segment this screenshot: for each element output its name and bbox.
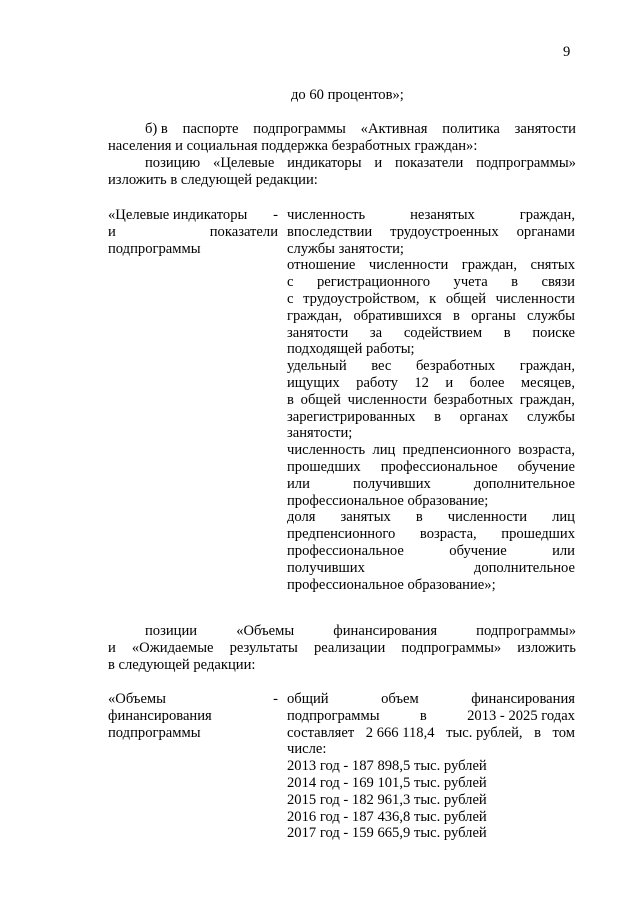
value-line xyxy=(287,375,575,392)
value-text: за xyxy=(369,324,383,341)
value-line xyxy=(287,509,575,526)
value-text: численность xyxy=(287,442,366,459)
funding-value xyxy=(287,691,575,842)
word: подпрограммы» xyxy=(401,640,502,656)
value-text: удельный xyxy=(287,358,347,375)
value-text: поиске xyxy=(532,324,575,341)
value-text: месяцев, xyxy=(520,374,575,391)
value-line xyxy=(287,274,575,291)
value-line xyxy=(287,792,575,809)
value-text: численности xyxy=(347,391,427,408)
value-line xyxy=(287,207,575,224)
word: паспорте xyxy=(182,121,239,137)
label-text: финансирования xyxy=(108,707,212,724)
value-line xyxy=(287,526,575,543)
value-text: трудоустройством, xyxy=(303,290,420,307)
word: занятости xyxy=(514,121,576,137)
value-text: общей xyxy=(445,290,487,307)
value-text: 2014 год - 169 101,5 тыс. рублей xyxy=(287,774,487,791)
value-text: в xyxy=(419,707,427,724)
intro-line: до 60 процентов»; xyxy=(291,87,404,103)
value-text: в xyxy=(287,391,294,408)
value-text: численность xyxy=(287,207,366,223)
value-text: том xyxy=(552,724,575,741)
position-line-1 xyxy=(145,155,576,172)
value-text: 2017 год - 159 665,9 тыс. рублей xyxy=(287,825,487,842)
value-text: подходящей работы; xyxy=(287,341,415,358)
value-text: дополнительное xyxy=(473,475,575,492)
value-text: 2016 год - 187 436,8 тыс. рублей xyxy=(287,808,487,825)
value-line xyxy=(287,691,575,708)
positions-line-1 xyxy=(145,623,576,640)
value-line xyxy=(287,476,575,493)
value-text: предпенсионного xyxy=(287,526,396,543)
word: показатели xyxy=(395,155,464,171)
indicators-label xyxy=(108,207,278,257)
value-text: 2013 - 2025 годах xyxy=(467,707,575,724)
value-line xyxy=(287,409,575,426)
value-line xyxy=(287,725,575,742)
word: «Объемы xyxy=(236,623,295,639)
value-text: снятых xyxy=(530,257,575,274)
value-text: отношение xyxy=(287,257,356,274)
value-text: или xyxy=(552,542,575,559)
word: подпрограммы» xyxy=(476,155,576,171)
sub-b-line-1 xyxy=(145,121,576,138)
value-text: численности xyxy=(368,257,449,274)
value-text: дополнительное xyxy=(473,559,575,576)
label-row xyxy=(108,725,278,742)
value-text: возраста, xyxy=(419,526,477,543)
value-text: объем xyxy=(381,691,419,707)
value-line xyxy=(287,257,575,274)
value-text: или xyxy=(287,475,310,492)
value-text: и xyxy=(445,374,454,391)
value-line xyxy=(287,459,575,476)
word: «Активная xyxy=(360,121,428,137)
value-text: к xyxy=(429,290,437,307)
value-text: ищущих xyxy=(287,374,340,391)
value-line xyxy=(287,775,575,792)
value-text: профессиональное xyxy=(287,542,404,559)
word: «Целевые xyxy=(213,155,275,171)
value-line xyxy=(287,291,575,308)
value-text: граждан, xyxy=(519,358,575,375)
label-row xyxy=(108,708,278,725)
value-text: содействием xyxy=(403,324,483,341)
value-text: граждан, xyxy=(519,207,575,223)
value-line xyxy=(287,425,575,442)
value-text: зарегистрированных xyxy=(287,408,416,425)
value-text: профессиональное xyxy=(380,458,498,475)
word: б) в xyxy=(145,121,168,137)
word: индикаторы xyxy=(287,155,362,171)
value-text: в xyxy=(415,509,423,526)
value-line xyxy=(287,708,575,725)
value-text: тыс. рублей, xyxy=(446,724,523,741)
value-text: лиц xyxy=(372,442,396,459)
page-number: 9 xyxy=(563,44,571,60)
value-text: безработных xyxy=(433,391,513,408)
value-line xyxy=(287,560,575,577)
value-text: занятых xyxy=(340,509,391,526)
value-text: органах xyxy=(459,408,509,425)
value-text: трудоустроенных xyxy=(390,223,499,240)
word: результаты xyxy=(229,640,298,656)
value-text: 2 666 118,4 xyxy=(365,724,435,741)
value-line xyxy=(287,758,575,775)
value-text: более xyxy=(469,374,505,391)
value-text: предпенсионного xyxy=(402,442,511,459)
word: финансирования xyxy=(333,623,438,639)
value-text: численности xyxy=(447,509,528,526)
value-text: профессиональное образование; xyxy=(287,492,489,509)
value-text: составляет xyxy=(287,724,355,741)
word: позицию xyxy=(145,155,201,171)
value-text: численности xyxy=(495,290,575,307)
word: изложить xyxy=(517,640,576,656)
label-row xyxy=(108,224,278,241)
value-line xyxy=(287,341,575,358)
positions-line-2 xyxy=(108,640,576,657)
value-text: занятости; xyxy=(287,425,353,442)
value-text: вес xyxy=(371,358,392,375)
value-text: в xyxy=(434,408,442,425)
value-text: обучение xyxy=(517,458,575,475)
value-line xyxy=(287,224,575,241)
value-text: в xyxy=(534,724,541,741)
label-text: подпрограммы xyxy=(108,724,201,741)
value-text: доля xyxy=(287,509,316,526)
value-text: безработных xyxy=(415,358,496,375)
value-text: с xyxy=(287,274,294,291)
word: подпрограммы xyxy=(253,121,346,137)
value-text: связи xyxy=(541,274,575,291)
indicators-value xyxy=(287,207,575,593)
label-row xyxy=(108,207,278,224)
value-text: занятости xyxy=(287,324,349,341)
value-text: регистрационного xyxy=(316,274,431,291)
label-text: - xyxy=(273,691,278,707)
value-text: получивших xyxy=(287,559,365,576)
value-text: органами xyxy=(516,223,575,240)
value-text: службы xyxy=(527,307,575,324)
word: позиции xyxy=(145,623,198,639)
value-text: прошедших xyxy=(287,458,361,475)
value-line xyxy=(287,241,575,258)
value-text: незанятых xyxy=(410,207,475,223)
value-line xyxy=(287,358,575,375)
value-text: подпрограммы xyxy=(287,707,380,724)
value-text: впоследствии xyxy=(287,223,373,240)
label-text: подпрограммы xyxy=(108,240,201,257)
value-line xyxy=(287,809,575,826)
label-text: и xyxy=(108,223,116,240)
word: и xyxy=(108,640,116,656)
label-text: показатели xyxy=(209,223,278,240)
value-line xyxy=(287,577,575,594)
value-text: финансирования xyxy=(471,691,575,707)
label-text: «Целевые индикаторы xyxy=(108,207,248,223)
value-text: лиц xyxy=(552,509,575,526)
word: «Ожидаемые xyxy=(131,640,214,656)
value-text: органы xyxy=(471,307,516,324)
value-text: обратившихся xyxy=(353,307,442,324)
value-text: с xyxy=(287,290,294,307)
word: политика xyxy=(442,121,500,137)
value-line xyxy=(287,392,575,409)
word: и xyxy=(374,155,383,171)
value-line xyxy=(287,825,575,842)
value-text: общей xyxy=(300,391,341,408)
value-text: 2015 год - 182 961,3 тыс. рублей xyxy=(287,791,487,808)
value-line xyxy=(287,741,575,758)
sub-b-line-2: населения и социальная поддержка безработных граждан»: xyxy=(108,138,478,154)
label-row xyxy=(108,241,278,258)
value-text: службы занятости; xyxy=(287,240,404,257)
value-line xyxy=(287,308,575,325)
value-text: в xyxy=(503,324,511,341)
label-text: «Объемы xyxy=(108,691,166,707)
value-text: получивших xyxy=(352,475,431,492)
value-text: работу xyxy=(356,374,398,391)
value-line xyxy=(287,543,575,560)
value-text: граждан, xyxy=(519,391,575,408)
value-text: в xyxy=(452,307,460,324)
value-text: учета xyxy=(453,274,488,291)
word: подпрограммы» xyxy=(476,623,576,639)
value-text: 2013 год - 187 898,5 тыс. рублей xyxy=(287,758,487,775)
value-line xyxy=(287,493,575,510)
value-text: в xyxy=(511,274,519,291)
value-text: граждан, xyxy=(461,257,517,274)
value-text: 12 xyxy=(414,374,429,391)
label-text: - xyxy=(273,207,278,223)
value-text: граждан, xyxy=(287,307,343,324)
value-text: обучение xyxy=(449,542,507,559)
value-text: возраста, xyxy=(518,442,575,459)
positions-line-3: в следующей редакции: xyxy=(108,657,256,673)
value-text: числе: xyxy=(287,741,327,758)
value-text: общий xyxy=(287,691,329,707)
value-text: профессиональное образование»; xyxy=(287,576,496,593)
position-line-2: изложить в следующей редакции: xyxy=(108,172,318,188)
value-text: прошедших xyxy=(501,526,575,543)
value-line xyxy=(287,442,575,459)
funding-label xyxy=(108,691,278,741)
word: реализации xyxy=(313,640,386,656)
label-row xyxy=(108,691,278,708)
value-text: службы xyxy=(526,408,575,425)
value-line xyxy=(287,325,575,342)
